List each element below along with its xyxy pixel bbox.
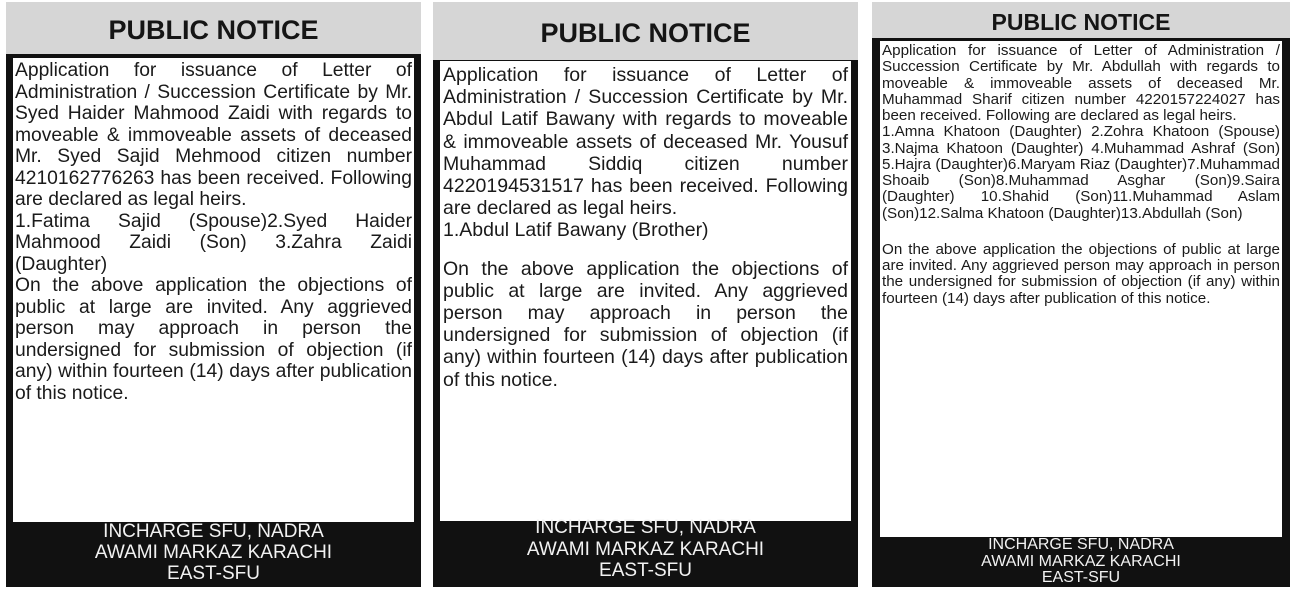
footer-line-3: EAST-SFU: [599, 560, 692, 581]
notice-title: PUBLIC NOTICE: [6, 2, 421, 54]
public-notice-1: [6, 2, 421, 587]
notice-footer: [6, 517, 421, 587]
objection-text: On the above application the objections of public at large are invited. Any aggrieved person may approach in person the undersigned for submission of objection (if any) within fourteen (14) days after publication of this notice.: [15, 275, 412, 404]
application-text: Application for issuance of Letter of Administration / Succession Certificate by Mr. Abdullah with regards to moveable & immoveable assets of deceased Mr. Muhammad Sharif citizen number 4220157224027 has been received. Following are declared as legal heirs.: [882, 42, 1280, 124]
footer-line-3: EAST-SFU: [167, 563, 260, 584]
heirs-list: 1.Fatima Sajid (Spouse)2.Syed Haider Mahmood Zaidi (Son) 3.Zahra Zaidi (Daughter): [15, 210, 412, 275]
footer-line-1: INCHARGE SFU, NADRA: [535, 517, 756, 538]
heirs-list: 1.Amna Khatoon (Daughter) 2.Zohra Khatoon (Spouse) 3.Najma Khatoon (Daughter) 4.Muhammad Ashraf (Son) 5.Hajra (Daughter)6.Maryam Riaz (Daughter)7.Muhammad Shoaib (Son)8.Muhammad Asghar (Son)9.Saira (Daughter) 10.Shahid (Son)11.Muhammad Aslam (Son)12.Salma Khatoon (Daughter)13.Abdullah (Son): [882, 123, 1280, 222]
public-notice-2: [433, 2, 858, 587]
notice-title: PUBLIC NOTICE: [433, 2, 858, 60]
notice-footer: [872, 535, 1290, 587]
heirs-list: 1.Abdul Latif Bawany (Brother): [443, 219, 709, 242]
objection-text: On the above application the objections of public at large are invited. Any aggrieved person may approach in person the undersigned for submission of objection (if any) within fourteen (14) days after publication of this notice.: [443, 257, 848, 391]
spacer: [882, 222, 1280, 242]
public-notice-3: [872, 2, 1290, 587]
application-text: Application for issuance of Letter of Administration / Succession Certificate by Mr. Syed Haider Mahmood Zaidi with regards to moveable & immoveable assets of deceased Mr. Syed Sajid Mehmood citizen number 4210162776263 has been received. Following are declared as legal heirs.: [15, 60, 412, 210]
footer-line-2: AWAMI MARKAZ KARACHI: [981, 552, 1181, 570]
notice-body: [440, 61, 851, 521]
notice-body: [880, 41, 1282, 537]
footer-line-1: INCHARGE SFU, NADRA: [988, 536, 1174, 553]
spacer: [443, 242, 848, 258]
notice-footer: [433, 513, 858, 587]
objection-text: On the above application the objections of public at large are invited. Any aggrieved person may approach in person the undersigned for submission of objection (if any) within fourteen (14) days after publication of this notice.: [882, 240, 1280, 307]
footer-line-3: EAST-SFU: [1041, 569, 1121, 586]
footer-line-1: INCHARGE SFU, NADRA: [103, 521, 324, 542]
footer-line-2: AWAMI MARKAZ KARACHI: [526, 538, 765, 560]
notice-body: [13, 58, 414, 522]
footer-line-2: AWAMI MARKAZ KARACHI: [94, 542, 333, 563]
notice-title: PUBLIC NOTICE: [872, 2, 1290, 38]
application-text: Application for issuance of Letter of Administration / Succession Certificate by Mr. Abdul Latif Bawany with regards to moveable & immoveable assets of deceased Mr. Yousuf Muhammad Siddiq citizen number 4220194531517 has been received. Following are declared as legal heirs.: [443, 64, 848, 220]
